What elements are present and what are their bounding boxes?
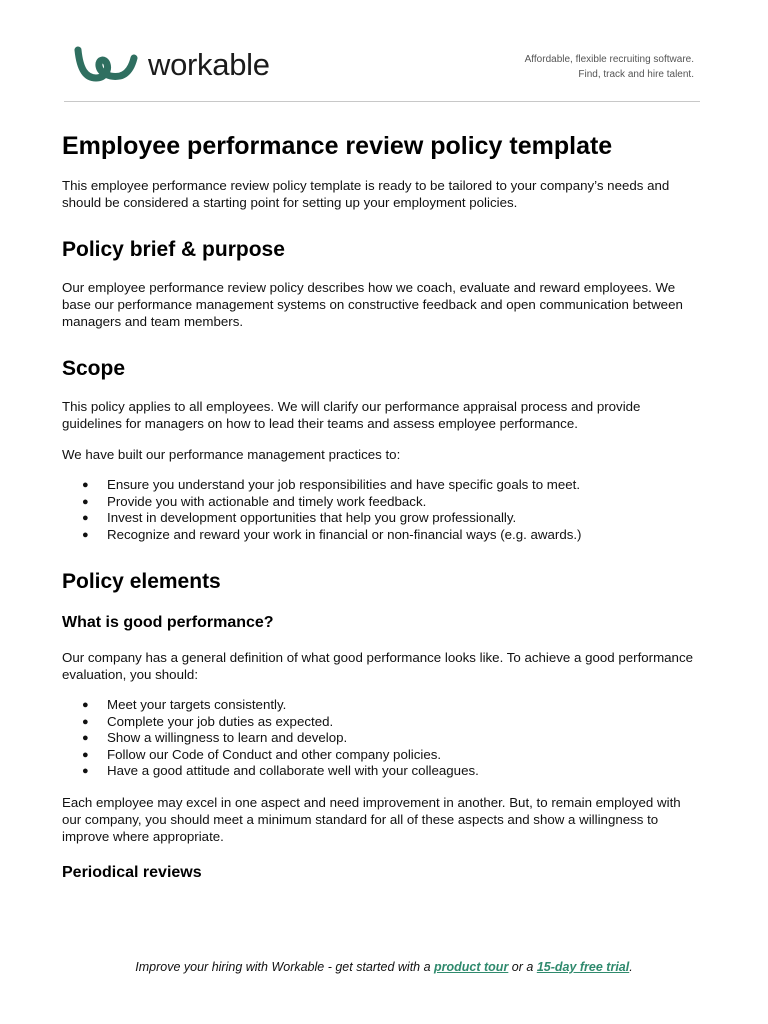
list-item [82, 510, 702, 527]
list-item [82, 747, 702, 764]
document-body [62, 130, 702, 899]
list-item [82, 527, 702, 544]
footer-text-before: Improve your hiring with Workable - get started with a [135, 960, 435, 974]
scope-paragraph-2: We have built our performance management practices to: [62, 447, 401, 462]
good-performance-list [82, 697, 702, 780]
policy-brief-paragraph: Our employee performance review policy describes how we coach, evaluate and reward employees. We base our performance management systems on constructive feedback and open communication between managers and team members. [62, 280, 683, 329]
good-performance-paragraph: Our company has a general definition of what good performance looks like. To achieve a good performance evaluation, you should: [62, 650, 693, 682]
list-item-text: Have a good attitude and collaborate well with your colleagues. [107, 763, 479, 778]
list-item-text: Follow our Code of Conduct and other company policies. [107, 746, 442, 762]
list-item [82, 714, 702, 731]
list-item-text: Recognize and reward your work in financial or non-financial ways (e.g. awards.) [107, 526, 582, 542]
tagline-line-2: Find, track and hire talent. [578, 69, 694, 80]
list-item [82, 477, 702, 494]
periodical-reviews-heading: Periodical reviews [62, 863, 202, 881]
good-performance-heading: What is good performance? [62, 614, 274, 631]
bullet-icon: ● [82, 748, 89, 761]
list-item-text: Complete your job duties as expected. [107, 713, 334, 729]
policy-elements-heading: Policy elements [62, 570, 221, 593]
bullet-icon: ● [82, 732, 89, 744]
brand-wordmark: workable [148, 46, 270, 82]
bullet-icon: ● [82, 715, 89, 728]
header-tagline [525, 52, 694, 82]
bullet-icon: ● [82, 765, 89, 777]
list-item-text: Meet your targets consistently. [107, 697, 287, 712]
policy-brief-heading: Policy brief & purpose [62, 238, 285, 261]
bullet-icon: ● [82, 699, 89, 711]
list-item-text: Ensure you understand your job responsibilities and have specific goals to meet. [107, 477, 581, 492]
list-item-text: Provide you with actionable and timely work feedback. [107, 493, 427, 509]
bullet-icon: ● [82, 528, 89, 541]
list-item [82, 494, 702, 511]
product-tour-link[interactable]: product tour [434, 960, 509, 974]
bullet-icon: ● [82, 479, 89, 491]
list-item-text: Show a willingness to learn and develop. [107, 730, 348, 745]
list-item [82, 697, 702, 714]
workable-logo-icon [72, 46, 138, 82]
workable-logo [72, 46, 270, 82]
bullet-icon: ● [82, 495, 89, 508]
scope-heading: Scope [62, 357, 126, 380]
list-item [82, 763, 702, 780]
footer-cta [0, 960, 768, 974]
scope-list [82, 477, 702, 543]
document-header [64, 40, 700, 90]
footer-text-middle: or a [508, 960, 537, 974]
list-item [82, 730, 702, 747]
document-title: Employee performance review policy template [62, 132, 613, 160]
tagline-line-1: Affordable, flexible recruiting software. [524, 54, 694, 65]
free-trial-link[interactable]: 15-day free trial [536, 960, 630, 974]
bullet-icon: ● [82, 512, 89, 524]
header-divider [64, 101, 700, 102]
intro-paragraph: This employee performance review policy template is ready to be tailored to your company’s needs and should be considered a starting point for setting up your employment policies. [62, 178, 670, 210]
minimum-standard-paragraph: Each employee may excel in one aspect and need improvement in another. But, to remain employed with our company, you should meet a minimum standard for all of these aspects and show a willingness to improve where appropriate. [62, 794, 681, 844]
list-item-text: Invest in development opportunities that help you grow professionally. [107, 510, 517, 525]
scope-paragraph-1: This policy applies to all employees. We will clarify our performance appraisal process and provide guidelines for managers on how to lead their teams and assess employee performance. [62, 399, 641, 431]
footer-text-after: . [629, 960, 633, 974]
